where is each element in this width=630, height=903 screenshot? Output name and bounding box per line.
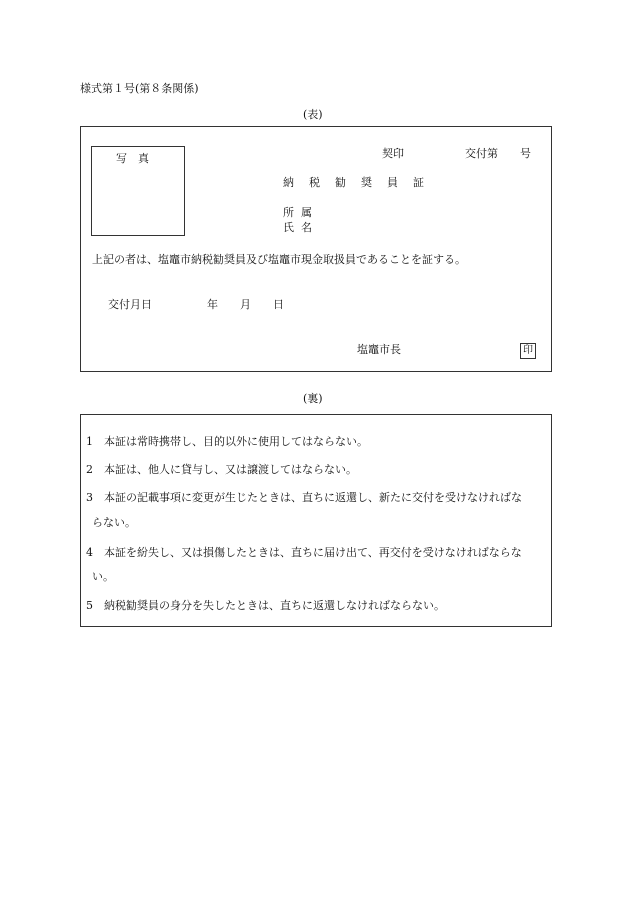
item-number: 1: [86, 435, 93, 448]
certification-text: 上記の者は、塩竈市納税勧奨員及び塩竈市現金取扱員であることを証する。: [92, 253, 466, 266]
item-number: 4: [86, 546, 93, 559]
item-number: 2: [86, 463, 93, 476]
list-item: [86, 491, 522, 505]
item-text-continued: い。: [92, 570, 114, 583]
front-label: (表): [303, 108, 323, 121]
item-text: 本証は、他人に貸与し、又は譲渡してはならない。: [104, 463, 357, 476]
item-text: 納税勧奨員の身分を失したときは、直ちに返還しなければならない。: [104, 599, 445, 612]
item-number: 3: [86, 491, 93, 504]
seal-label: 契印: [382, 147, 404, 160]
item-text: 本証は常時携帯し、目的以外に使用してはならない。: [104, 435, 368, 448]
affiliation-label: 所属: [283, 206, 319, 219]
card-title: 納税勧奨員証: [283, 176, 439, 189]
back-label: (裏): [303, 392, 323, 405]
list-item: [86, 599, 445, 613]
photo-label: 写 真: [116, 152, 149, 165]
issue-date: 交付月日 年 月 日: [108, 298, 284, 311]
form-header: 様式第１号(第８条関係): [80, 82, 199, 95]
stamp-mark: 印: [520, 343, 536, 359]
item-text: 本証を紛失し、又は損傷したときは、直ちに届け出て、再交付を受けなければならな: [104, 546, 522, 559]
list-item: [86, 463, 357, 477]
issuer-name: 塩竈市長: [357, 343, 401, 356]
list-item: [86, 435, 368, 449]
name-label: 氏名: [283, 221, 319, 234]
item-text: 本証の記載事項に変更が生じたときは、直ちに返還し、新たに交付を受けなければな: [104, 491, 522, 504]
item-text-continued: らない。: [92, 516, 136, 529]
item-number: 5: [86, 599, 93, 612]
list-item: [86, 546, 522, 560]
issue-number: 交付第 号: [465, 147, 531, 160]
